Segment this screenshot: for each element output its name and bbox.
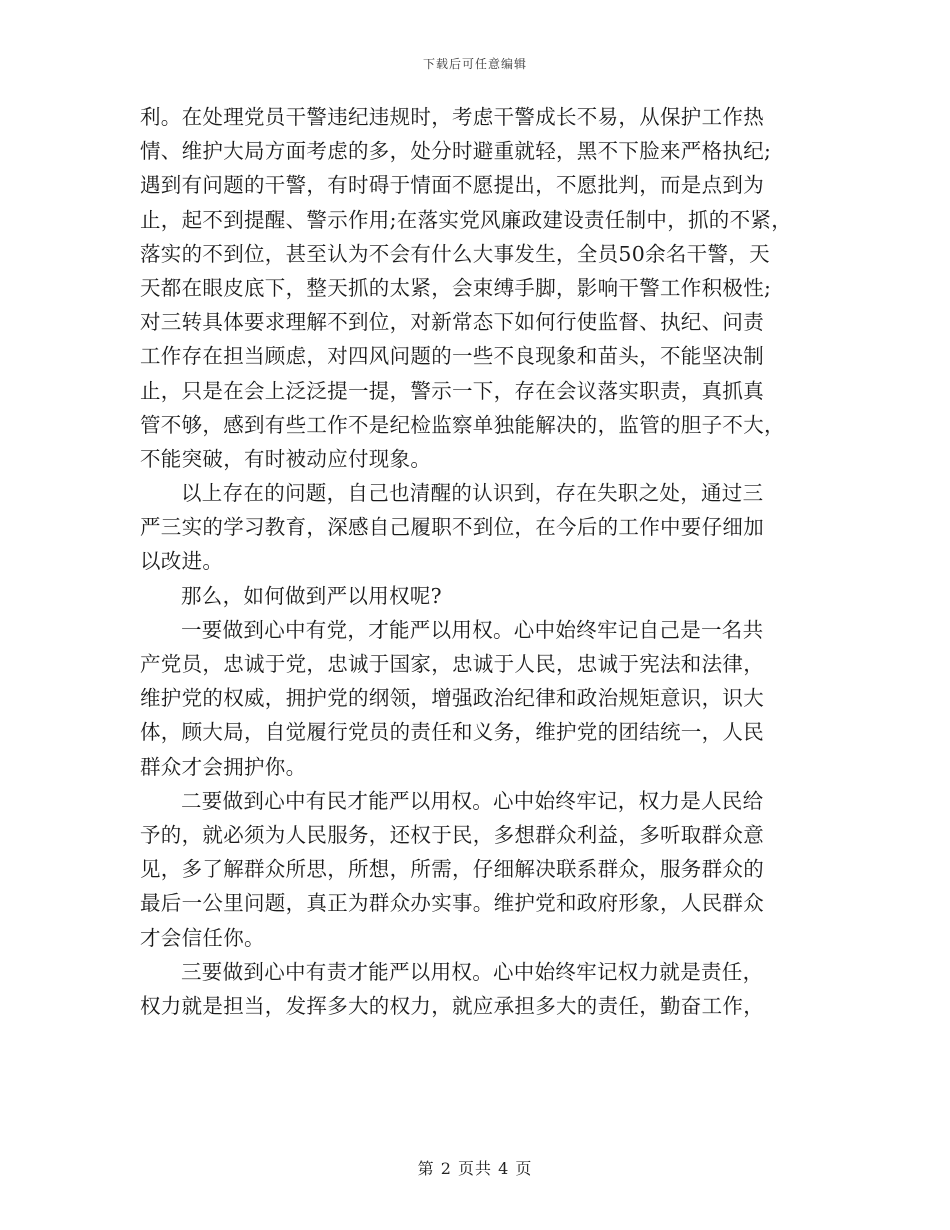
text-line: 不能突破，有时被动应付现象。 [140,446,432,471]
text-line: 产党员，忠诚于党，忠诚于国家，忠诚于人民，忠诚于宪法和法律， [140,652,764,676]
text-line: 予的，就必须为人民服务，还权于民，多想群众利益，多听取群众意 [140,822,764,847]
text-line: 利。在处理党员干警违纪违规时，考虑干警成长不易，从保护工作热 [140,105,764,129]
text-line: 权力就是担当，发挥多大的权力，就应承担多大的责任，勤奋工作， [140,993,764,1018]
text-line: 止，只是在会上泛泛提一提，警示一下，存在会议落实职责，真抓真 [140,378,764,403]
text-line: 管不够，感到有些工作不是纪检监察单独能解决的，监管的胆子不大， [140,412,785,437]
text-line: 以改进。 [140,549,224,574]
page-number: 第 2 页共 4 页 [417,1159,533,1178]
text-line: 工作存在担当顾虑，对四风问题的一些不良现象和苗头，不能坚决制 [140,344,764,369]
text-line: 三要做到心中有责才能严以用权。心中始终牢记权力就是责任， [181,959,764,984]
text-line: 情、维护大局方面考虑的多，处分时避重就轻，黑不下脸来严格执纪; [140,139,772,164]
text-line: 二要做到心中有民才能严以用权。心中始终牢记，权力是人民给 [181,788,764,813]
page-header-note: 下载后可任意编辑 [422,57,527,71]
text-line: 才会信任你。 [140,925,265,950]
text-line: 以上存在的问题，自己也清醒的认识到，存在失职之处，通过三 [181,481,764,506]
text-line: 落实的不到位，甚至认为不会有什么大事发生，全员50余名干警，天 [140,241,770,266]
text-line: 遇到有问题的干警，有时碍于情面不愿提出，不愿批判，而是点到为 [140,173,764,198]
document-body [140,100,830,1023]
text-line: 严三实的学习教育，深感自己履职不到位，在今后的工作中要仔细加 [140,515,764,540]
text-line: 体，顾大局，自觉履行党员的责任和义务，维护党的团结统一，人民 [140,720,764,745]
text-line: 止，起不到提醒、警示作用;在落实党风廉政建设责任制中，抓的不紧， [140,207,793,232]
text-line: 对三转具体要求理解不到位，对新常态下如何行使监督、执纪、问责 [140,310,764,335]
text-line: 维护党的权威，拥护党的纲领，增强政治纪律和政治规矩意识，识大 [140,686,764,711]
text-line: 一要做到心中有党，才能严以用权。心中始终牢记自己是一名共 [181,617,764,642]
text-line: 见，多了解群众所思，所想，所需，仔细解决联系群众，服务群众的 [140,857,764,882]
text-line: 最后一公里问题，真正为群众办实事。维护党和政府形象，人民群众 [140,891,764,916]
text-line: 群众才会拥护你。 [140,754,307,779]
text-line: 天都在眼皮底下，整天抓的太紧，会束缚手脚，影响干警工作积极性; [140,275,772,300]
text-line: 那么，如何做到严以用权呢? [181,583,442,608]
